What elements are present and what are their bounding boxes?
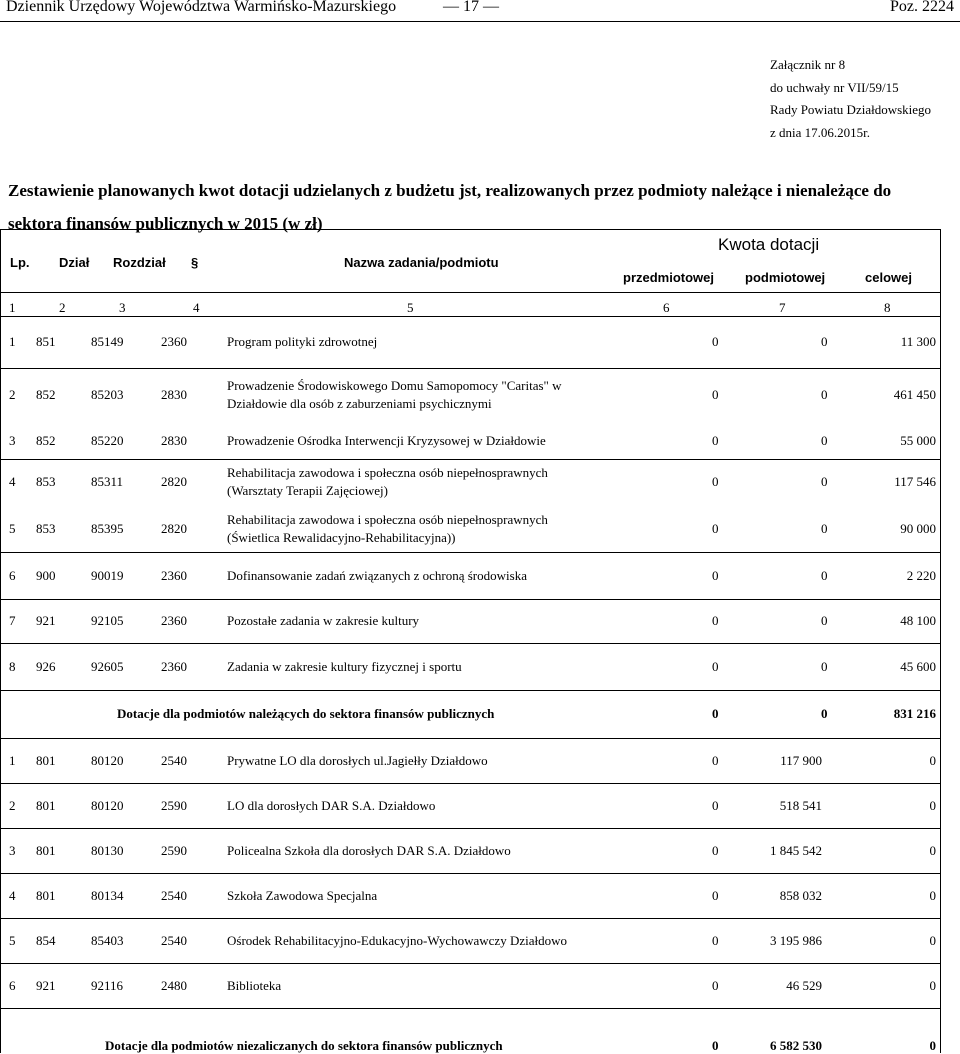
column-number-rule [1,316,940,317]
row-rule [1,783,940,784]
row-task-name: Prowadzenie Środowiskowego Domu Samopomocy "Caritas" w Działdowie dla osób z zaburzeniami psychicznymi [227,378,562,411]
row-paragraph: 2830 [161,432,187,448]
row-paragraph: 2540 [161,932,187,948]
row-task-name: Prywatne LO dla dorosłych ul.Jagiełły Działdowo [227,752,488,768]
attachment-line: Rady Powiatu Działdowskiego [770,102,932,117]
row-przedmiotowej: 0 [712,932,719,948]
column-number: 1 [9,300,16,315]
row-celowej: 0 [929,842,936,858]
row-rozdzial: 90019 [91,567,124,583]
row-przedmiotowej: 0 [712,432,719,448]
section-rule [1,738,940,739]
header-dzial: Dział [59,255,90,270]
row-rozdzial: 92605 [91,658,124,674]
row-dzial: 921 [36,613,56,628]
row-lp: 2 [9,797,16,813]
header-task-name: Nazwa zadania/podmiotu [344,255,499,270]
row-paragraph: 2540 [161,887,187,903]
row-podmiotowej: 3 195 986 [770,932,822,948]
section-total-przedmiotowej: 0 [712,706,719,721]
row-rule [1,459,940,460]
section-total-label: Dotacje dla podmiotów należących do sektora finansów publicznych [117,706,495,721]
row-celowej: 0 [929,932,936,948]
row-przedmiotowej: 0 [712,887,719,903]
attachment-line: do uchwały nr VII/59/15 [770,79,899,95]
row-paragraph: 2360 [161,613,187,628]
row-lp: 6 [9,567,16,583]
row-rule [1,828,940,829]
section-total-celowej: 0 [929,1038,936,1053]
row-rule [1,873,940,874]
row-podmiotowej: 858 032 [779,887,822,903]
row-task-name: Ośrodek Rehabilitacyjno-Edukacyjno-Wychowawczy Działdowo [227,932,567,948]
row-task-name: Prowadzenie Ośrodka Interwencji Kryzysowej w Działdowie [227,432,546,448]
position-number: Poz. 2224 [890,0,954,15]
row-paragraph: 2820 [161,474,187,489]
column-number: 5 [407,300,414,315]
row-celowej: 11 300 [900,334,936,349]
row-lp: 3 [9,842,16,858]
header-rozdzial: Rozdział [113,255,166,270]
row-dzial: 801 [36,887,56,903]
row-rule [1,552,940,553]
document-title: Zestawienie planowanych kwot dotacji udzielanych z budżetu jst, realizowanych przez podmioty należące i nienależące do sektora finansów publicznych w 2015 (w zł) [8,181,892,233]
row-rozdzial: 85220 [91,432,124,448]
row-dzial: 853 [36,520,56,536]
row-paragraph: 2820 [161,520,187,536]
row-lp: 7 [9,613,16,628]
row-rozdzial: 85395 [91,520,124,536]
row-task-name: Rehabilitacja zawodowa i społeczna osób niepełnosprawnych (Warsztaty Terapii Zajęciowej) [227,465,548,498]
row-dzial: 852 [36,387,56,402]
header-celowej: celowej [865,270,912,285]
row-rule [1,368,940,369]
row-rozdzial: 92105 [91,613,124,628]
row-rozdzial: 85311 [91,474,124,489]
row-przedmiotowej: 0 [712,387,719,402]
header-paragraph: § [191,255,199,270]
row-podmiotowej: 518 541 [779,797,822,813]
row-przedmiotowej: 0 [712,567,719,583]
row-przedmiotowej: 0 [712,334,719,349]
header-rule [1,292,940,293]
row-dzial: 853 [36,474,56,489]
row-rozdzial: 92116 [91,977,124,993]
column-number: 8 [884,300,891,315]
header-lp: Lp. [10,255,30,270]
row-lp: 5 [9,520,16,536]
row-paragraph: 2360 [161,334,187,349]
row-rozdzial: 80134 [91,887,124,903]
row-paragraph: 2360 [161,567,187,583]
row-paragraph: 2480 [161,977,187,993]
row-dzial: 921 [36,977,56,993]
column-number: 7 [779,300,786,315]
row-podmiotowej: 0 [821,432,828,448]
row-podmiotowej: 0 [821,520,828,536]
row-dzial: 801 [36,797,56,813]
row-lp: 3 [9,432,16,448]
row-task-name: Zadania w zakresie kultury fizycznej i sportu [227,658,462,674]
row-task-name: LO dla dorosłych DAR S.A. Działdowo [227,797,436,813]
section-total-podmiotowej: 6 582 530 [770,1038,822,1053]
row-lp: 6 [9,977,16,993]
row-rozdzial: 85403 [91,932,124,948]
row-dzial: 926 [36,658,56,674]
row-przedmiotowej: 0 [712,977,719,993]
header-rule [0,21,960,22]
column-number: 3 [119,300,126,315]
header-kwota-dotacji: Kwota dotacji [718,235,820,254]
row-dzial: 852 [36,432,56,448]
row-celowej: 117 546 [894,474,936,489]
row-rule [1,918,940,919]
row-rule [1,643,940,644]
row-paragraph: 2590 [161,797,187,813]
row-celowej: 0 [929,797,936,813]
row-task-name: Policealna Szkoła dla dorosłych DAR S.A. Działdowo [227,842,511,858]
attachment-note [770,54,931,144]
page-number: — 17 — [443,0,499,15]
row-task-name: Rehabilitacja zawodowa i społeczna osób niepełnosprawnych (Świetlica Rewalidacyjno-Rehabilitacyjna)) [227,511,548,545]
row-rozdzial: 80130 [91,842,124,858]
attachment-line: Załącznik nr 8 [770,57,846,72]
row-paragraph: 2540 [161,752,187,768]
section-total-podmiotowej: 0 [821,706,828,721]
column-number: 4 [193,300,200,315]
header-podmiotowej: podmiotowej [745,270,826,285]
page-header [0,0,960,20]
journal-title: Dziennik Urzędowy Województwa Warmińsko-Mazurskiego [6,0,397,15]
row-lp: 2 [9,387,16,402]
attachment-line: z dnia 17.06.2015r. [770,124,871,140]
row-celowej: 2 220 [906,567,936,583]
row-task-name: Program polityki zdrowotnej [227,334,378,349]
row-dzial: 801 [36,752,56,768]
row-podmiotowej: 0 [821,613,828,628]
row-rule [1,599,940,600]
row-dzial: 900 [36,567,56,583]
row-przedmiotowej: 0 [712,474,719,489]
row-celowej: 0 [929,752,936,768]
row-rule [1,1008,940,1009]
row-rozdzial: 80120 [91,797,124,813]
row-celowej: 0 [929,977,936,993]
row-lp: 5 [9,932,16,948]
row-celowej: 0 [929,887,936,903]
row-podmiotowej: 0 [821,658,828,674]
row-podmiotowej: 46 529 [786,977,822,993]
section-total-celowej: 831 216 [893,706,936,721]
row-celowej: 48 100 [900,613,936,628]
row-przedmiotowej: 0 [712,658,719,674]
row-task-name: Szkoła Zawodowa Specjalna [227,887,378,903]
column-number: 6 [663,300,670,315]
row-rule [1,963,940,964]
row-rule [1,690,940,691]
row-lp: 1 [9,334,16,349]
column-number: 2 [59,300,66,315]
row-dzial: 854 [36,932,56,948]
row-dzial: 851 [36,334,56,349]
row-przedmiotowej: 0 [712,520,719,536]
row-rozdzial: 85149 [91,334,124,349]
row-przedmiotowej: 0 [712,613,719,628]
subsidy-table [0,229,941,1053]
row-task-name: Dofinansowanie zadań związanych z ochroną środowiska [227,567,527,583]
row-podmiotowej: 0 [821,334,828,349]
section-total-label: Dotacje dla podmiotów niezaliczanych do sektora finansów publicznych [105,1038,503,1053]
row-paragraph: 2360 [161,658,187,674]
row-task-name: Pozostałe zadania w zakresie kultury [227,613,420,628]
row-dzial: 801 [36,842,56,858]
row-celowej: 55 000 [900,432,936,448]
row-podmiotowej: 0 [821,567,828,583]
section-total-przedmiotowej: 0 [712,1038,719,1053]
row-podmiotowej: 1 845 542 [770,842,822,858]
row-celowej: 90 000 [900,520,936,536]
row-podmiotowej: 117 900 [780,752,822,768]
row-celowej: 45 600 [900,658,936,674]
header-przedmiotowej: przedmiotowej [623,270,715,285]
row-lp: 4 [9,887,16,903]
row-rozdzial: 80120 [91,752,124,768]
row-przedmiotowej: 0 [712,842,719,858]
row-podmiotowej: 0 [821,474,828,489]
row-przedmiotowej: 0 [712,797,719,813]
row-lp: 8 [9,658,16,674]
row-podmiotowej: 0 [821,387,828,402]
row-lp: 4 [9,474,16,489]
row-przedmiotowej: 0 [712,752,719,768]
row-paragraph: 2830 [161,387,187,402]
row-paragraph: 2590 [161,842,187,858]
row-rozdzial: 85203 [91,387,124,402]
row-task-name: Biblioteka [227,977,282,993]
row-celowej: 461 450 [893,387,936,402]
row-lp: 1 [9,752,16,768]
